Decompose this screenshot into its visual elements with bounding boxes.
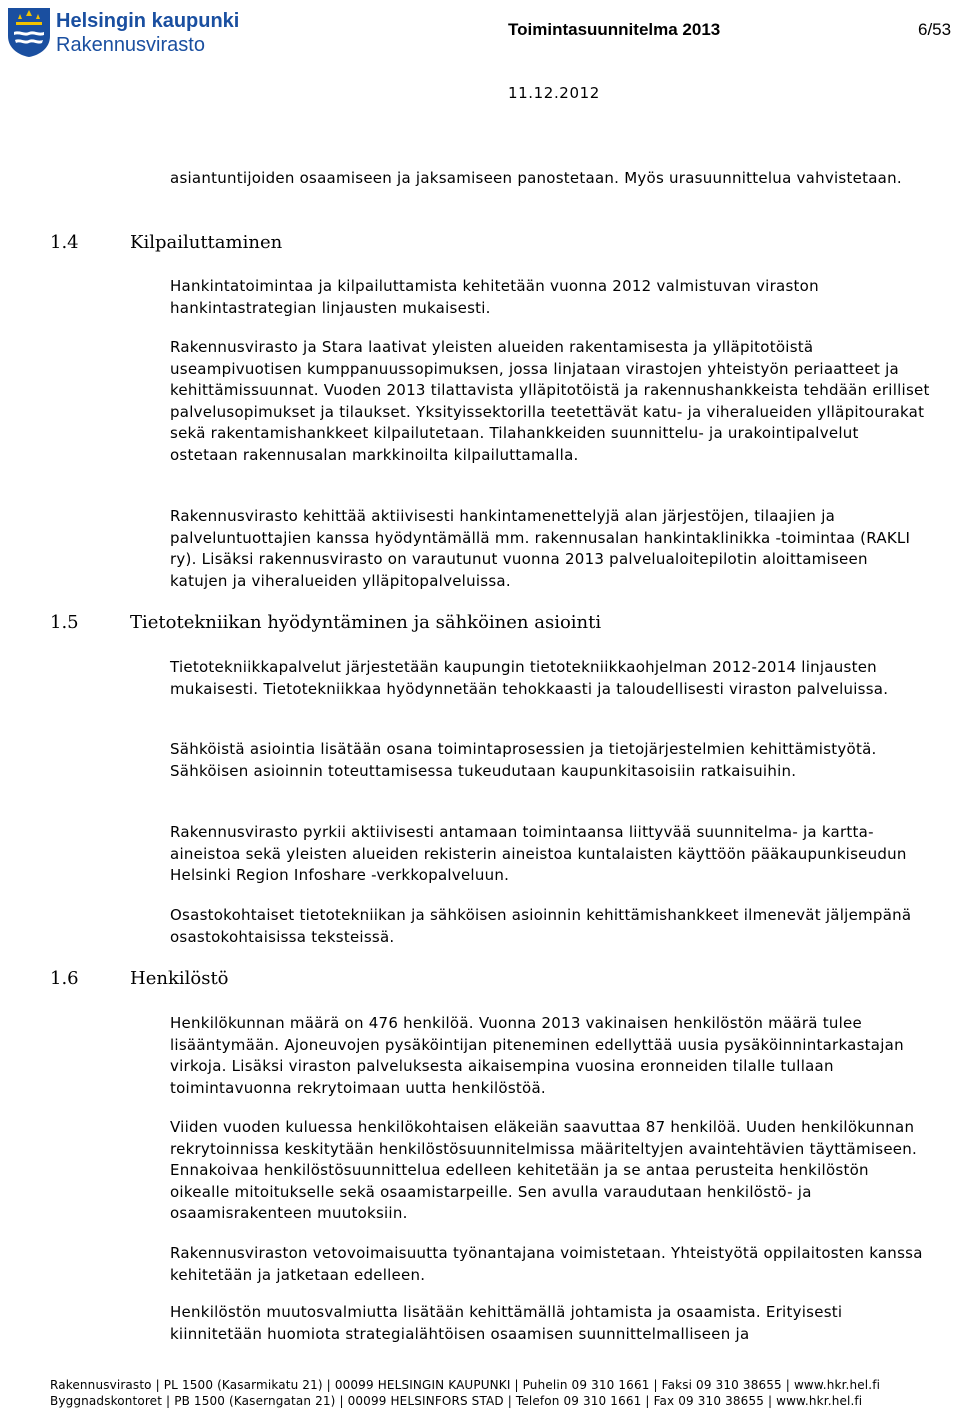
paragraph: Viiden vuoden kuluessa henkilökohtaisen eläkeiän saavuttaa 87 henkilöä. Uuden henkilökunnan rekrytoinnissa keskitytään henkilöstösuunnitelmissa määriteltyjen avaintehtävien täyttämiseen. Ennakoivaa henkilöstösuunnittelua edelleen kehitetään ja se antaa perusteita henkilöstön oikealle mitoitukselle sekä osaamistarpeille. Sen avulla varaudutaan henkilöstö- ja osaamisrakenteen muutoksiin. (170, 1118, 918, 1222)
org-name: Helsingin kaupunki (56, 10, 240, 32)
paragraph: Rakennusvirasto pyrkii aktiivisesti antamaan toimintaansa liittyvää suunnitelma- ja kartta-aineistoa sekä yleisten alueiden rekisterin aineistoa kuntalaisten käyttöön pääkaupunkiseudun Helsinki Region Infoshare -verkkopalveluun. (170, 823, 907, 884)
section-number: 1.4 (50, 232, 79, 253)
section-heading-1-5 (50, 612, 601, 634)
paragraph: Henkilökunnan määrä on 476 henkilöä. Vuonna 2013 vakinaisen henkilöstön määrä tulee lisääntymään. Ajoneuvojen pysäköintijan piteneminen edellyttää uusia pysäköinnintarkastajan virkoja. Lisäksi viraston palveluksesta aikaisempina vuosina eronneiden tilalle tullaan toimintavuonna rekrytoimaan uutta henkilöstöä. (170, 1014, 904, 1097)
footer-address-sv: Byggnadskontoret | PB 1500 (Kaserngatan 21) | 00099 HELSINFORS STAD | Telefon 09 310 1661 | Fax 09 310 38655 | www.hkr.hel.fi (50, 1394, 863, 1408)
paragraph: Rakennusvirasto kehittää aktiivisesti hankintamenettelyjä alan järjestöjen, tilaajien ja palveluntuottajien kanssa hyödyntämällä mm. rakennusalan hankintaklinikka -toimintaa (RAKLI ry). Lisäksi rakennusvirasto on varautunut vuonna 2013 palvelualoitepilotin aloittamiseen katujen ja viheralueiden ylläpitopalveluissa. (170, 507, 911, 590)
section-number: 1.5 (50, 612, 79, 633)
helsinki-crest-icon (6, 6, 52, 58)
section-title: Henkilöstö (130, 968, 229, 989)
document-date: 11.12.2012 (508, 84, 600, 102)
section-heading-1-4 (50, 232, 282, 254)
section-number: 1.6 (50, 968, 79, 989)
section-title: Tietotekniikan hyödyntäminen ja sähköinen asiointi (130, 612, 602, 633)
paragraph-intro: asiantuntijoiden osaamiseen ja jaksamiseen panostetaan. Myös urasuunnittelua vahvistetaan. (170, 169, 902, 187)
page-number: 6/53 (918, 20, 952, 39)
paragraph: Rakennusvirasto ja Stara laativat yleisten alueiden rakentamisesta ja ylläpitotöistä useampivuotisen kumppanuussopimuksen, jossa linjataan virastojen yhteistyön periaatteet ja kehittämissuunnat. Vuoden 2013 tilattavista ylläpitotöistä ja rakennushankkeista tehdään erilliset palvelusopimukset ja tilaukset. Yksityissektorilla teetettävät katu- ja viheralueiden ylläpitourakat sekä rakentamishankkeet kilpailutetaan. Tilahankkeiden suunnittelu- ja urakointipalvelut ostetaan rakennusalan markkinoilta kilpailuttamalla. (170, 338, 930, 464)
paragraph: Henkilöstön muutosvalmiutta lisätään kehittämällä johtamista ja osaamista. Erityisesti kiinnitetään huomiota strategialähtöisen osaamisen suunnittelmalliseen ja (170, 1303, 843, 1343)
paragraph: Tietotekniikkapalvelut järjestetään kaupungin tietotekniikkaohjelman 2012-2014 linjausten mukaisesti. Tietotekniikkaa hyödynnetään tehokkaasti ja taloudellisesti viraston palveluissa. (170, 658, 889, 698)
section-title: Kilpailuttaminen (130, 232, 283, 253)
section-heading-1-6 (50, 968, 229, 990)
city-logo (6, 6, 240, 60)
paragraph: Rakennusviraston vetovoimaisuutta työnantajana voimistetaan. Yhteistyötä oppilaitosten kanssa kehitetään ja jatketaan edelleen. (170, 1244, 923, 1284)
department-name: Rakennusvirasto (56, 34, 205, 56)
paragraph: Hankintatoimintaa ja kilpailuttamista kehitetään vuonna 2012 valmistuvan viraston hankintastrategian linjausten mukaisesti. (170, 277, 819, 317)
footer-address-fi: Rakennusvirasto | PL 1500 (Kasarmikatu 21) | 00099 HELSINGIN KAUPUNKI | Puhelin 09 310 1661 | Faksi 09 310 38655 | www.hkr.hel.fi (50, 1378, 881, 1392)
paragraph: Sähköistä asiointia lisätään osana toimintaprosessien ja tietojärjestelmien kehittämistyötä. Sähköisen asioinnin toteuttamisessa tukeudutaan kaupunkitasoisiin ratkaisuihin. (170, 740, 877, 780)
document-title: Toimintasuunnitelma 2013 (508, 20, 721, 39)
paragraph: Osastokohtaiset tietotekniikan ja sähköisen asioinnin kehittämishankkeet ilmenevät jäljempänä osastokohtaisissa teksteissä. (170, 906, 912, 946)
